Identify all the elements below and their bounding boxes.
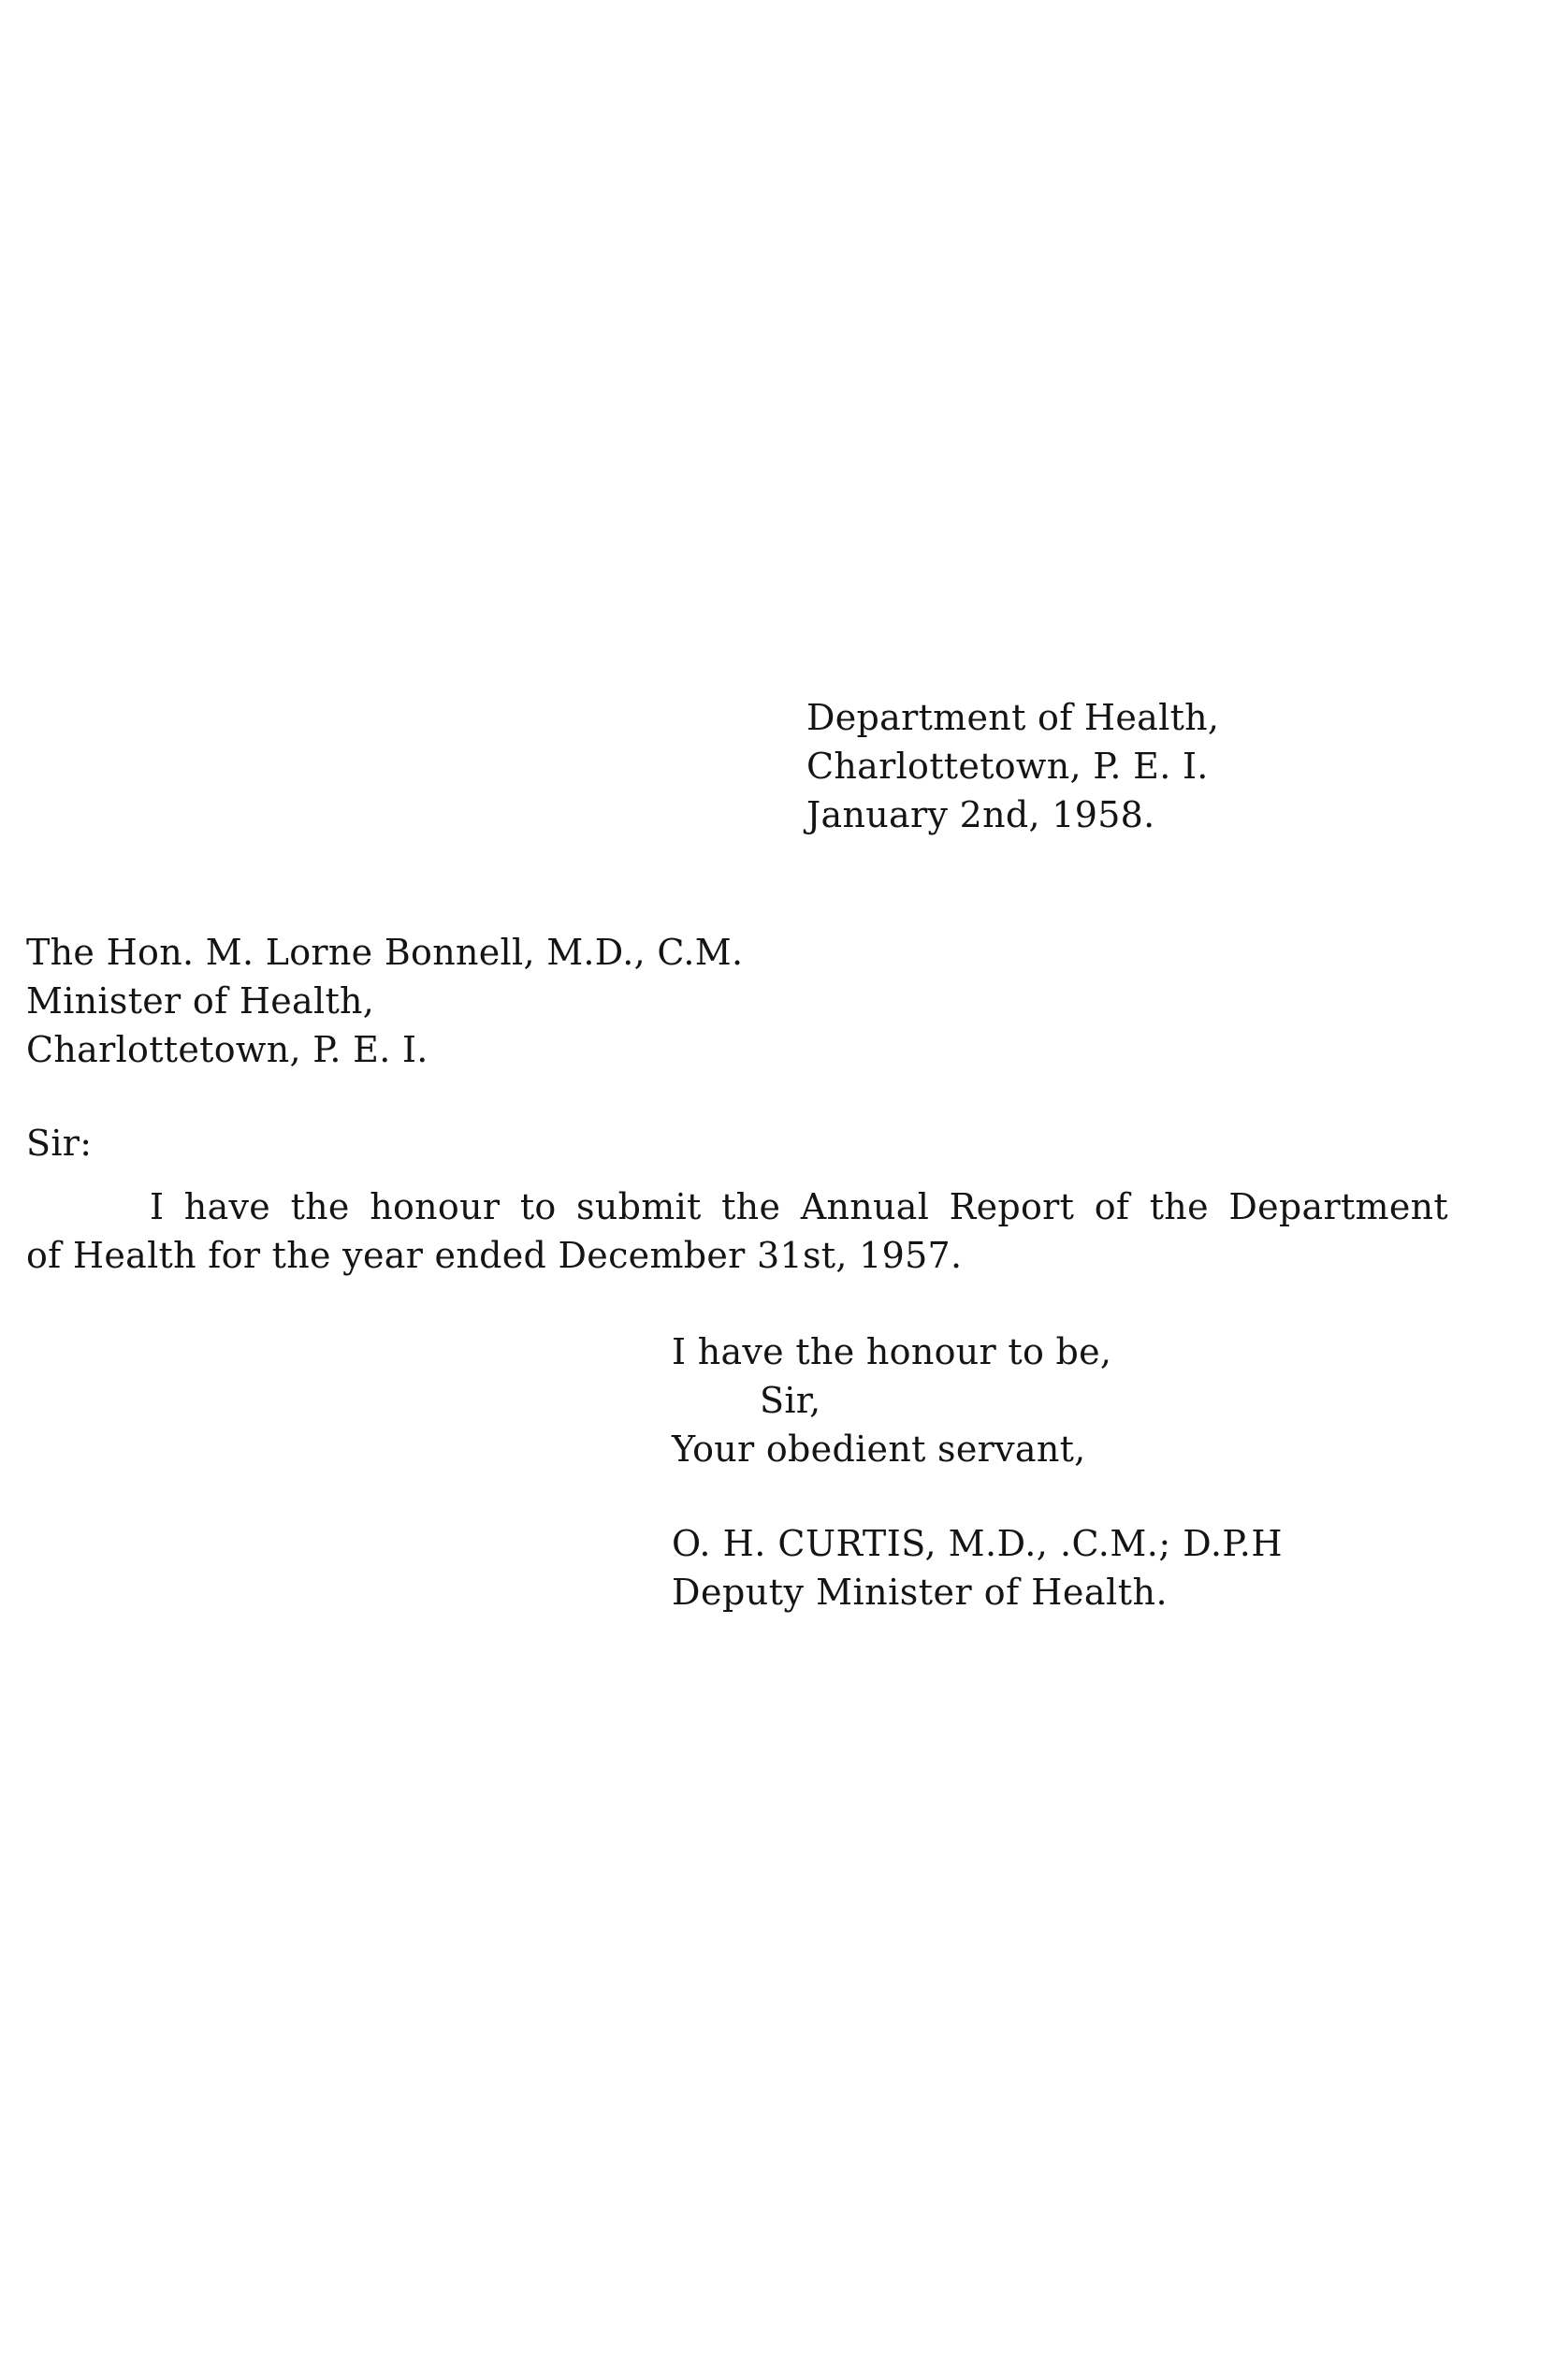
recipient-address bbox=[26, 928, 743, 1074]
signatory-title: Deputy Minister of Health. bbox=[672, 1572, 1169, 1613]
recipient-name: The Hon. M. Lorne Bonnell, M.D., C.M. bbox=[26, 932, 744, 973]
signature-block bbox=[672, 1519, 1283, 1617]
closing-line-1: I have the honour to be, bbox=[672, 1331, 1112, 1372]
closing bbox=[672, 1327, 1111, 1473]
body-line-2: of Health for the year ended December 31st, 1957. bbox=[26, 1235, 963, 1276]
sender-city: Charlottetown, P. E. I. bbox=[806, 746, 1209, 787]
letter-date: January 2nd, 1958. bbox=[806, 794, 1155, 835]
body-line-1: I have the honour to submit the Annual Report of the Department bbox=[150, 1186, 1448, 1227]
signatory-name: O. H. CURTIS, M.D., .C.M.; D.P.H bbox=[672, 1523, 1283, 1564]
closing-line-2: Sir, bbox=[760, 1380, 821, 1421]
body-paragraph bbox=[26, 1182, 1448, 1280]
salutation: Sir: bbox=[26, 1123, 93, 1164]
sender-department: Department of Health, bbox=[806, 697, 1220, 738]
recipient-city: Charlottetown, P. E. I. bbox=[26, 1029, 428, 1070]
sender-address bbox=[806, 693, 1219, 839]
closing-line-3: Your obedient servant, bbox=[672, 1428, 1086, 1470]
recipient-title: Minister of Health, bbox=[26, 980, 375, 1022]
